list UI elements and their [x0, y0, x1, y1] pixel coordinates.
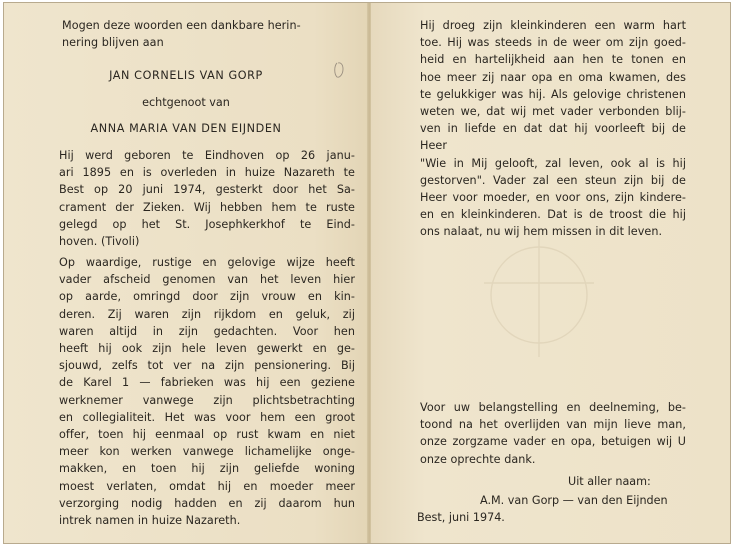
farewell-line: verzorging nodig hadden en zij daarom hun — [59, 496, 355, 510]
bio-line: gelegd op het St. Josephkerkhof te Eind- — [59, 217, 355, 231]
thanks-text — [420, 399, 686, 468]
tribute-line: Heer voor moeder, en voor ons, zijn kindere- — [420, 191, 686, 205]
farewell-line: vader afscheid genomen van het leven hier — [59, 273, 355, 287]
farewell-line: werknemer vanwege zijn plichtsbetrachting — [59, 393, 355, 407]
intro-line: nering blijven aan — [62, 36, 164, 50]
farewell-line: intrek namen in huize Nazareth. — [59, 514, 241, 528]
right-page — [371, 3, 731, 543]
tribute-line: heid en hartelijkheid aan hen te tonen en — [420, 53, 686, 67]
deceased-name: JAN CORNELIS VAN GORP — [109, 69, 263, 82]
pencil-mark-icon — [332, 61, 346, 79]
farewell-line: sjouwd, zelfs tot ver na zijn pensionering. Bij — [59, 359, 355, 373]
bio-line: hoven. (Tivoli) — [59, 235, 140, 249]
farewell-line: deren. Zij waren zijn rijkdom en geluk, zij — [59, 307, 355, 321]
place-date: Best, juni 1974. — [417, 511, 505, 524]
tribute-line: "Wie in Mij gelooft, zal leven, ook al is hij — [420, 156, 686, 170]
farewell-line: en collegialiteit. Het was voor hem een groot — [59, 410, 355, 424]
tribute-line: en en kleinkinderen. Dat is de troost die hij — [420, 208, 686, 222]
bio-line: crament der Zieken. Wij hebben hem te ruste — [59, 200, 355, 214]
farewell-line: moest verlaten, omdat hij en moeder meer — [59, 479, 355, 493]
farewell-line: heeft hij ook zijn hele leven gewerkt en ge- — [59, 342, 355, 356]
intro-text — [62, 17, 301, 51]
biography-text — [59, 147, 355, 250]
tribute-line: gestorven". Vader zal een steun zijn bij de — [420, 173, 686, 187]
farewell-line: offer, toen hij eenmaal op rust kwam en niet — [59, 428, 355, 442]
tribute-text — [420, 17, 686, 241]
farewell-line: Op waardige, rustige en gelovige wijze heeft — [59, 256, 355, 269]
signoff-names: A.M. van Gorp — van den Eijnden — [480, 494, 668, 507]
farewell-line: op aarde, omringd door zijn vrouw en kin- — [59, 290, 355, 304]
spouse-name: ANNA MARIA VAN DEN EIJNDEN — [90, 122, 282, 135]
tribute-line: te gelukkiger was hij. Als gelovige christenen — [420, 87, 686, 101]
farewell-line: meer kon werken vanwege lichamelijke onge- — [59, 445, 355, 459]
thanks-line: toond na het overlijden van mijn lieve man, — [420, 418, 686, 432]
tribute-line: weten we, dat wij met vader verbonden blij- — [420, 105, 686, 119]
memorial-card — [3, 2, 731, 544]
farewell-line: makken, en toen hij zijn geliefde woning — [59, 462, 355, 476]
tribute-line: toe. Hij was steeds in de weer om zijn goed- — [420, 36, 686, 50]
farewell-line: de Karel 1 — fabrieken was hij een geziene — [59, 376, 355, 390]
thanks-line: onze oprechte dank. — [420, 452, 536, 466]
left-page — [4, 3, 368, 543]
bio-line: Hij werd geboren te Eindhoven op 26 janu- — [59, 149, 355, 162]
bio-line: ari 1895 en is overleden in huize Nazareth te — [59, 166, 355, 180]
thanks-line: onze zorgzame vader en opa, betuigen wij U — [420, 435, 686, 449]
tribute-line: hoe meer zij naar opa en oma kwamen, des — [420, 70, 686, 84]
tribute-line: ven in liefde en dat dat hij voorleeft bij de Heer — [420, 122, 686, 153]
tribute-line: ons nalaat, nu wij hem missen in dit leven. — [420, 225, 663, 239]
faint-cross-icon — [474, 225, 604, 365]
spouse-label: echtgenoot van — [142, 96, 230, 109]
tribute-line: Hij droeg zijn kleinkinderen een warm hart — [420, 19, 686, 32]
farewell-text — [59, 254, 355, 529]
thanks-line: Voor uw belangstelling en deelneming, be- — [420, 401, 686, 414]
signoff-label: Uit aller naam: — [568, 475, 651, 488]
farewell-line: waren altijd in zijn gedachten. Voor hen — [59, 324, 355, 338]
intro-line: Mogen deze woorden een dankbare herin- — [62, 19, 301, 32]
bio-line: Best op 20 juni 1974, gesterkt door het Sa- — [59, 183, 355, 197]
